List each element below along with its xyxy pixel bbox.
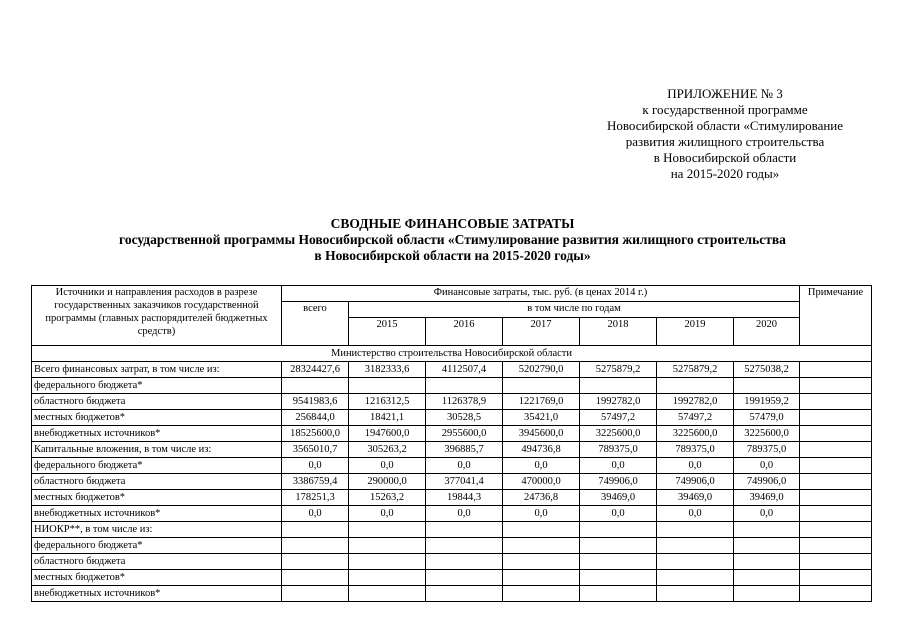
header-row (32, 286, 872, 302)
total-cell: 18525600,0 (282, 426, 349, 442)
row-label: федерального бюджета* (32, 538, 282, 554)
year-cell: 30528,5 (426, 410, 503, 426)
year-cell: 1216312,5 (349, 394, 426, 410)
year-cell (734, 570, 800, 586)
row-label: Всего финансовых затрат, в том числе из: (32, 362, 282, 378)
note-cell (800, 410, 872, 426)
year-cell: 494736,8 (503, 442, 580, 458)
note-header: Примечание (800, 286, 872, 346)
year-cell (426, 538, 503, 554)
appendix-header (560, 86, 890, 182)
note-cell (800, 570, 872, 586)
year-cell: 4112507,4 (426, 362, 503, 378)
year-cell (734, 554, 800, 570)
year-cell: 0,0 (657, 458, 734, 474)
year-header: 2018 (580, 318, 657, 346)
row-label: областного бюджета (32, 474, 282, 490)
year-cell: 24736,8 (503, 490, 580, 506)
year-cell: 0,0 (503, 458, 580, 474)
year-cell: 290000,0 (349, 474, 426, 490)
document-title (0, 216, 905, 264)
year-cell: 789375,0 (734, 442, 800, 458)
year-cell (657, 554, 734, 570)
year-cell: 18421,1 (349, 410, 426, 426)
year-cell: 5275038,2 (734, 362, 800, 378)
year-cell: 0,0 (580, 506, 657, 522)
row-label: областного бюджета (32, 394, 282, 410)
year-header: 2017 (503, 318, 580, 346)
year-cell: 1991959,2 (734, 394, 800, 410)
year-cell (426, 522, 503, 538)
note-cell (800, 586, 872, 602)
year-cell (349, 570, 426, 586)
year-cell (657, 522, 734, 538)
total-cell: 28324427,6 (282, 362, 349, 378)
year-cell (734, 586, 800, 602)
year-cell: 1992782,0 (657, 394, 734, 410)
section-row (32, 346, 872, 362)
total-cell (282, 570, 349, 586)
year-cell (580, 538, 657, 554)
year-cell (657, 378, 734, 394)
total-cell (282, 522, 349, 538)
year-cell (657, 586, 734, 602)
year-cell: 789375,0 (580, 442, 657, 458)
year-cell (657, 538, 734, 554)
year-cell: 57497,2 (657, 410, 734, 426)
year-cell (503, 554, 580, 570)
year-cell (580, 378, 657, 394)
year-cell: 0,0 (349, 458, 426, 474)
year-header: 2020 (734, 318, 800, 346)
row-label: федерального бюджета* (32, 378, 282, 394)
total-cell: 9541983,6 (282, 394, 349, 410)
year-cell (657, 570, 734, 586)
year-cell: 3225600,0 (734, 426, 800, 442)
year-cell: 5275879,2 (657, 362, 734, 378)
year-cell: 1947600,0 (349, 426, 426, 442)
year-cell (503, 378, 580, 394)
year-cell: 0,0 (349, 506, 426, 522)
year-cell (426, 554, 503, 570)
table-row (32, 506, 872, 522)
title-line: в Новосибирской области на 2015-2020 годы» (314, 248, 591, 263)
year-cell (734, 522, 800, 538)
row-label: местных бюджетов* (32, 570, 282, 586)
table-row (32, 570, 872, 586)
year-cell (580, 522, 657, 538)
row-label: внебюджетных источников* (32, 586, 282, 602)
appendix-line: развития жилищного строительства (625, 134, 825, 149)
year-cell: 305263,2 (349, 442, 426, 458)
year-cell: 57497,2 (580, 410, 657, 426)
table-row (32, 474, 872, 490)
row-label: Капитальные вложения, в том числе из: (32, 442, 282, 458)
by-years-header: в том числе по годам (349, 302, 800, 318)
row-label: внебюджетных источников* (32, 426, 282, 442)
total-cell: 3386759,4 (282, 474, 349, 490)
appendix-line: на 2015-2020 годы» (670, 166, 780, 181)
note-cell (800, 362, 872, 378)
year-cell (349, 522, 426, 538)
costs-header: Финансовые затраты, тыс. руб. (в ценах 2014 г.) (282, 286, 800, 302)
year-cell (734, 378, 800, 394)
total-cell: 3565010,7 (282, 442, 349, 458)
year-cell: 1221769,0 (503, 394, 580, 410)
total-header: всего (282, 302, 349, 346)
year-cell: 39469,0 (580, 490, 657, 506)
year-cell: 749906,0 (657, 474, 734, 490)
year-cell (580, 554, 657, 570)
year-cell: 0,0 (426, 458, 503, 474)
year-cell: 3945600,0 (503, 426, 580, 442)
row-label: областного бюджета (32, 554, 282, 570)
appendix-line: ПРИЛОЖЕНИЕ № 3 (667, 86, 783, 101)
section-title: Министерство строительства Новосибирской области (32, 346, 872, 362)
year-cell: 5202790,0 (503, 362, 580, 378)
table-row (32, 394, 872, 410)
note-cell (800, 426, 872, 442)
note-cell (800, 538, 872, 554)
year-cell: 15263,2 (349, 490, 426, 506)
note-cell (800, 442, 872, 458)
year-cell: 749906,0 (580, 474, 657, 490)
note-cell (800, 490, 872, 506)
total-cell (282, 586, 349, 602)
year-cell (426, 378, 503, 394)
year-cell (349, 554, 426, 570)
year-cell: 377041,4 (426, 474, 503, 490)
note-cell (800, 506, 872, 522)
total-cell: 0,0 (282, 506, 349, 522)
year-cell: 396885,7 (426, 442, 503, 458)
table-row (32, 586, 872, 602)
year-cell (426, 586, 503, 602)
year-cell: 1992782,0 (580, 394, 657, 410)
year-cell (503, 586, 580, 602)
year-cell: 470000,0 (503, 474, 580, 490)
year-cell: 3225600,0 (580, 426, 657, 442)
year-cell: 0,0 (657, 506, 734, 522)
note-cell (800, 474, 872, 490)
table-row (32, 522, 872, 538)
total-cell (282, 554, 349, 570)
year-cell: 5275879,2 (580, 362, 657, 378)
note-cell (800, 458, 872, 474)
year-cell: 2955600,0 (426, 426, 503, 442)
table-row (32, 490, 872, 506)
table-row (32, 442, 872, 458)
year-cell (426, 570, 503, 586)
table-row (32, 554, 872, 570)
table-row (32, 458, 872, 474)
table-row (32, 426, 872, 442)
note-cell (800, 522, 872, 538)
year-cell: 19844,3 (426, 490, 503, 506)
year-cell (503, 522, 580, 538)
table-row (32, 362, 872, 378)
year-cell: 789375,0 (657, 442, 734, 458)
appendix-line: Новосибирской области «Стимулирование (606, 118, 844, 133)
year-cell: 1126378,9 (426, 394, 503, 410)
title-line: СВОДНЫЕ ФИНАНСОВЫЕ ЗАТРАТЫ (330, 216, 575, 231)
year-header: 2019 (657, 318, 734, 346)
year-cell: 3182333,6 (349, 362, 426, 378)
row-label: внебюджетных источников* (32, 506, 282, 522)
total-cell: 178251,3 (282, 490, 349, 506)
year-cell (734, 538, 800, 554)
year-cell: 0,0 (580, 458, 657, 474)
year-cell (503, 570, 580, 586)
year-cell: 39469,0 (657, 490, 734, 506)
total-cell (282, 378, 349, 394)
year-header: 2015 (349, 318, 426, 346)
row-label: НИОКР**, в том числе из: (32, 522, 282, 538)
year-cell: 39469,0 (734, 490, 800, 506)
year-cell: 0,0 (503, 506, 580, 522)
appendix-line: к государственной программе (642, 102, 808, 117)
year-cell (349, 378, 426, 394)
row-label: местных бюджетов* (32, 410, 282, 426)
year-cell (580, 586, 657, 602)
note-cell (800, 394, 872, 410)
year-cell: 749906,0 (734, 474, 800, 490)
appendix-line: в Новосибирской области (653, 150, 797, 165)
table-row (32, 538, 872, 554)
total-cell: 0,0 (282, 458, 349, 474)
year-cell (349, 538, 426, 554)
year-cell (580, 570, 657, 586)
year-cell: 57479,0 (734, 410, 800, 426)
total-cell: 256844,0 (282, 410, 349, 426)
financial-costs-table (31, 285, 872, 602)
row-label: федерального бюджета* (32, 458, 282, 474)
year-cell (503, 538, 580, 554)
year-cell (349, 586, 426, 602)
year-header: 2016 (426, 318, 503, 346)
row-label: местных бюджетов* (32, 490, 282, 506)
table-row (32, 410, 872, 426)
note-cell (800, 554, 872, 570)
year-cell: 3225600,0 (657, 426, 734, 442)
year-cell: 35421,0 (503, 410, 580, 426)
title-line: государственной программы Новосибирской области «Стимулирование развития жилищного строительства (119, 232, 786, 247)
total-cell (282, 538, 349, 554)
table-row (32, 378, 872, 394)
year-cell: 0,0 (426, 506, 503, 522)
note-cell (800, 378, 872, 394)
year-cell: 0,0 (734, 458, 800, 474)
year-cell: 0,0 (734, 506, 800, 522)
sources-header: Источники и направления расходов в разрезе государственных заказчиков государственной программы (главных распорядителей бюджетных средств) (32, 286, 282, 346)
